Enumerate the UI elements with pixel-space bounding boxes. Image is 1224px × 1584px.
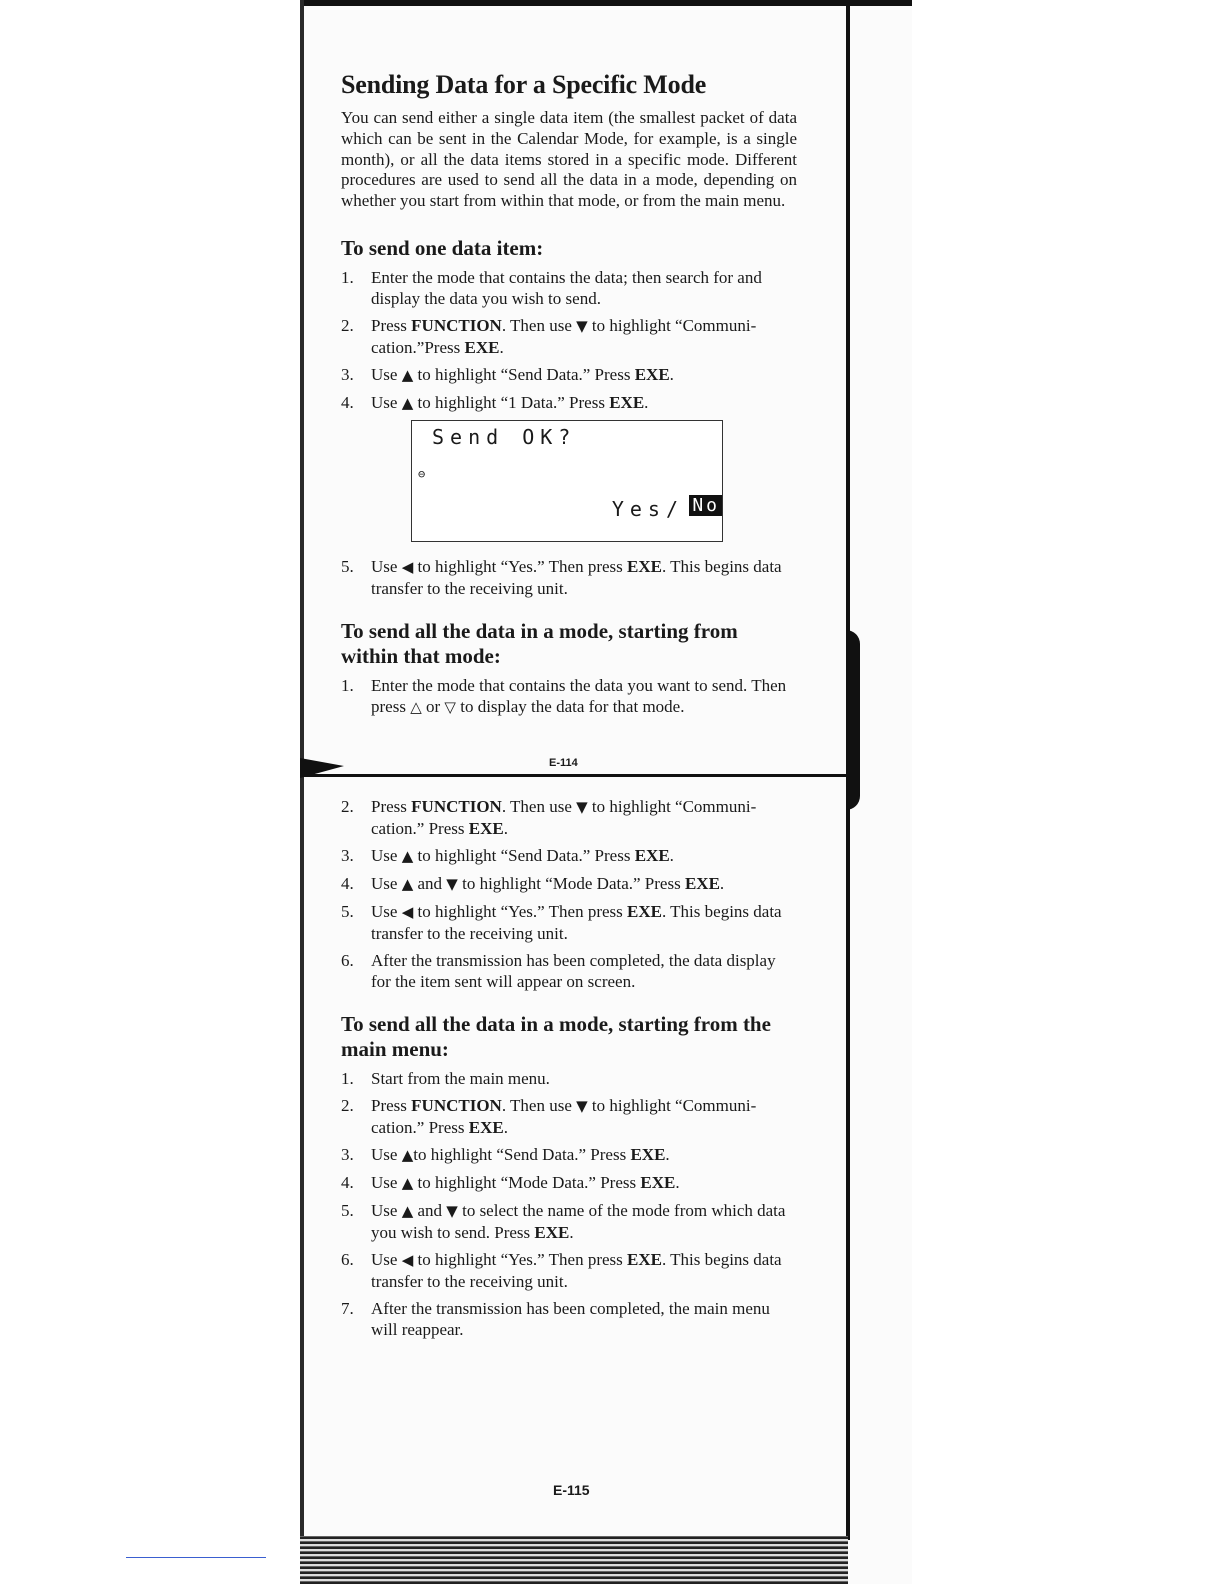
step-text: After the transmission has been completed, the data display for the item sent will appear on screen. [371, 951, 776, 991]
step-text: . This begins data transfer to the receiving unit. [371, 556, 782, 598]
step-text: Press [371, 797, 412, 816]
list-item [341, 1068, 797, 1089]
step-text: to highlight “Communi-cation.”Press [371, 315, 757, 357]
step-number: 6. [341, 1250, 354, 1269]
step-number: 2. [341, 315, 354, 335]
intro-paragraph: You can send either a single data item (the smallest packet of data which can be sent in the Calendar Mode, for example, is a single month), or all the data items stored in a specific mode. Different procedures are used to send all the data in a mode, depending on whether you start from within that mode, or from the main menu. [341, 108, 797, 211]
step-text: . Then use [501, 315, 577, 335]
step-text: After the transmission has been completed, the main menu will reappear. [371, 1299, 770, 1339]
page-divider [300, 774, 860, 777]
key-exe: EXE [627, 1250, 662, 1269]
step-text: . [675, 1173, 680, 1192]
heading-send-all-within-mode: To send all the data in a mode, starting from within that mode: [341, 618, 738, 668]
step-number: 5. [341, 1201, 354, 1220]
up-arrow-icon: ▲ [401, 1202, 414, 1220]
section-title: Sending Data for a Specific Mode [341, 70, 707, 99]
step-text: Enter the mode that contains the data; then search for and display the data you wish to send. [371, 267, 762, 308]
key-exe: EXE [464, 337, 500, 357]
step-text: to highlight “Yes.” Then press [413, 902, 628, 921]
down-arrow-icon: ▼ [446, 875, 458, 893]
step-text: to highlight “Communi-cation.” Press [371, 1096, 757, 1137]
up-arrow-icon: ▲ [401, 847, 414, 865]
scan-bottom-edge [300, 1536, 848, 1584]
lcd-option-no-highlighted: No [689, 495, 722, 516]
list-item [341, 392, 797, 414]
step-text: Press [371, 1096, 412, 1115]
step-text: . [644, 392, 649, 412]
down-arrow-icon: ▼ [576, 798, 588, 816]
left-arrow-icon: ◀ [401, 557, 414, 576]
list-item [341, 950, 797, 992]
step-text: . [669, 364, 674, 384]
steps-send-all-from-main-menu [341, 1068, 797, 1340]
steps-send-one-item [341, 267, 797, 414]
step-text: Use [371, 1173, 402, 1192]
list-item [341, 675, 797, 718]
key-function: FUNCTION [411, 797, 502, 816]
key-exe: EXE [609, 392, 645, 412]
step-text: to display the data for that mode. [455, 696, 685, 716]
key-exe: EXE [627, 556, 662, 576]
list-item [341, 315, 797, 358]
step-text: . [569, 1223, 574, 1242]
key-exe: EXE [640, 1173, 676, 1192]
key-exe: EXE [534, 1223, 570, 1242]
step-number: 1. [341, 1069, 354, 1088]
step-text: Use [371, 846, 402, 865]
upper-page-content [341, 70, 797, 724]
heading-send-all-from-main-menu: To send all the data in a mode, starting from the main menu: [341, 1012, 771, 1061]
step-number: 4. [341, 1173, 354, 1192]
up-arrow-icon: ▲ [401, 1146, 414, 1164]
step-text: Use [371, 902, 402, 921]
up-arrow-icon: ▲ [401, 393, 414, 412]
steps-send-all-within-mode-continued [341, 796, 797, 992]
step-text: . [503, 1118, 508, 1137]
list-item [341, 1200, 797, 1243]
step-number: 4. [341, 874, 354, 893]
down-arrow-icon: ▼ [576, 316, 588, 335]
key-exe: EXE [634, 364, 670, 384]
page-left-edge [300, 0, 304, 1584]
step-text: . [665, 1145, 670, 1164]
step-number: 3. [341, 1145, 354, 1164]
key-function: FUNCTION [411, 315, 502, 335]
step-text: to highlight “Yes.” Then press [413, 1250, 628, 1269]
key-exe: EXE [468, 819, 504, 838]
step-text: Use [371, 1145, 402, 1164]
heading-send-one-item: To send one data item: [341, 235, 544, 260]
step-number: 2. [341, 797, 354, 816]
stray-line [126, 1557, 266, 1558]
step-number: 1. [341, 675, 354, 695]
down-outline-arrow-icon: ▽ [444, 697, 456, 716]
step-number: 4. [341, 392, 354, 412]
step-text: Use [371, 1250, 402, 1269]
list-item [341, 1095, 797, 1138]
up-arrow-icon: ▲ [401, 365, 414, 384]
step-text: Use [371, 556, 402, 576]
step-text: . Then use [501, 1096, 577, 1115]
key-function: FUNCTION [411, 1096, 502, 1115]
page-number-upper: E-114 [549, 757, 578, 769]
step-number: 3. [341, 364, 354, 384]
step-number: 5. [341, 556, 354, 576]
key-exe: EXE [468, 1118, 504, 1137]
lower-page-content [341, 796, 797, 998]
steps-send-one-item-continued [341, 556, 797, 599]
lcd-display-illustration [411, 420, 723, 542]
step-text: Use [371, 1201, 402, 1220]
step-text: to highlight “Send Data.” Press [413, 364, 635, 384]
step-text: Start from the main menu. [371, 1069, 550, 1088]
step-text: . This begins data transfer to the receiving unit. [371, 1250, 782, 1291]
step-number: 5. [341, 902, 354, 921]
step-text: . [499, 337, 504, 357]
step-text: to select the name of the mode from which data you wish to send. Press [371, 1201, 786, 1242]
page-top-edge [300, 0, 912, 6]
up-arrow-icon: ▲ [401, 875, 414, 893]
step-text: . [669, 846, 674, 865]
list-item [341, 873, 797, 895]
list-item [341, 1298, 797, 1340]
key-exe: EXE [684, 874, 720, 893]
key-exe: EXE [634, 846, 670, 865]
step-text: or [421, 696, 445, 716]
step-text: . Then use [501, 797, 577, 816]
left-arrow-icon: ◀ [401, 1251, 414, 1269]
step-number: 1. [341, 267, 354, 287]
left-arrow-icon: ◀ [401, 903, 414, 921]
step-number: 2. [341, 1096, 354, 1115]
key-exe: EXE [627, 902, 662, 921]
list-item [341, 267, 797, 309]
list-item [341, 1249, 797, 1292]
list-item [341, 1172, 797, 1194]
lcd-status-icon: ⊖ [418, 466, 426, 481]
key-exe: EXE [630, 1145, 666, 1164]
step-text: to highlight “Mode Data.” Press [457, 874, 685, 893]
list-item [341, 1144, 797, 1166]
step-text: to highlight “Send Data.” Press [413, 846, 635, 865]
step-text: to highlight “Communi-cation.” Press [371, 797, 757, 838]
steps-send-all-within-mode [341, 675, 797, 718]
step-text: to highlight “1 Data.” Press [413, 392, 610, 412]
step-text: Use [371, 364, 402, 384]
step-text: to highlight “Send Data.” Press [413, 1145, 631, 1164]
step-text: Enter the mode that contains the data you want to send. Then press [371, 675, 787, 716]
list-item [341, 901, 797, 944]
list-item [341, 556, 797, 599]
list-item [341, 796, 797, 839]
list-item [341, 364, 797, 386]
step-text: and [413, 1201, 447, 1220]
page-number-lower: E-115 [553, 1482, 590, 1498]
lcd-prompt: Send OK? [432, 424, 577, 449]
step-text: Use [371, 392, 402, 412]
step-text: Use [371, 874, 402, 893]
step-number: 7. [341, 1299, 354, 1318]
step-text: to highlight “Yes.” Then press [413, 556, 628, 576]
step-text: Press [371, 315, 412, 335]
step-text: to highlight “Mode Data.” Press [413, 1173, 641, 1192]
lcd-option-yes: Yes/ [611, 496, 684, 521]
step-text: and [413, 874, 447, 893]
page-right-shadow [846, 630, 860, 810]
step-text: . [719, 874, 725, 893]
up-outline-arrow-icon: △ [410, 697, 422, 716]
up-arrow-icon: ▲ [401, 1174, 414, 1192]
list-item [341, 845, 797, 867]
step-number: 3. [341, 846, 354, 865]
down-arrow-icon: ▼ [446, 1202, 458, 1220]
down-arrow-icon: ▼ [576, 1097, 588, 1115]
step-number: 6. [341, 951, 354, 970]
lower-page-content-main-menu [341, 1012, 797, 1346]
step-text: . This begins data transfer to the receiving unit. [371, 902, 782, 943]
step-text: . [503, 819, 508, 838]
